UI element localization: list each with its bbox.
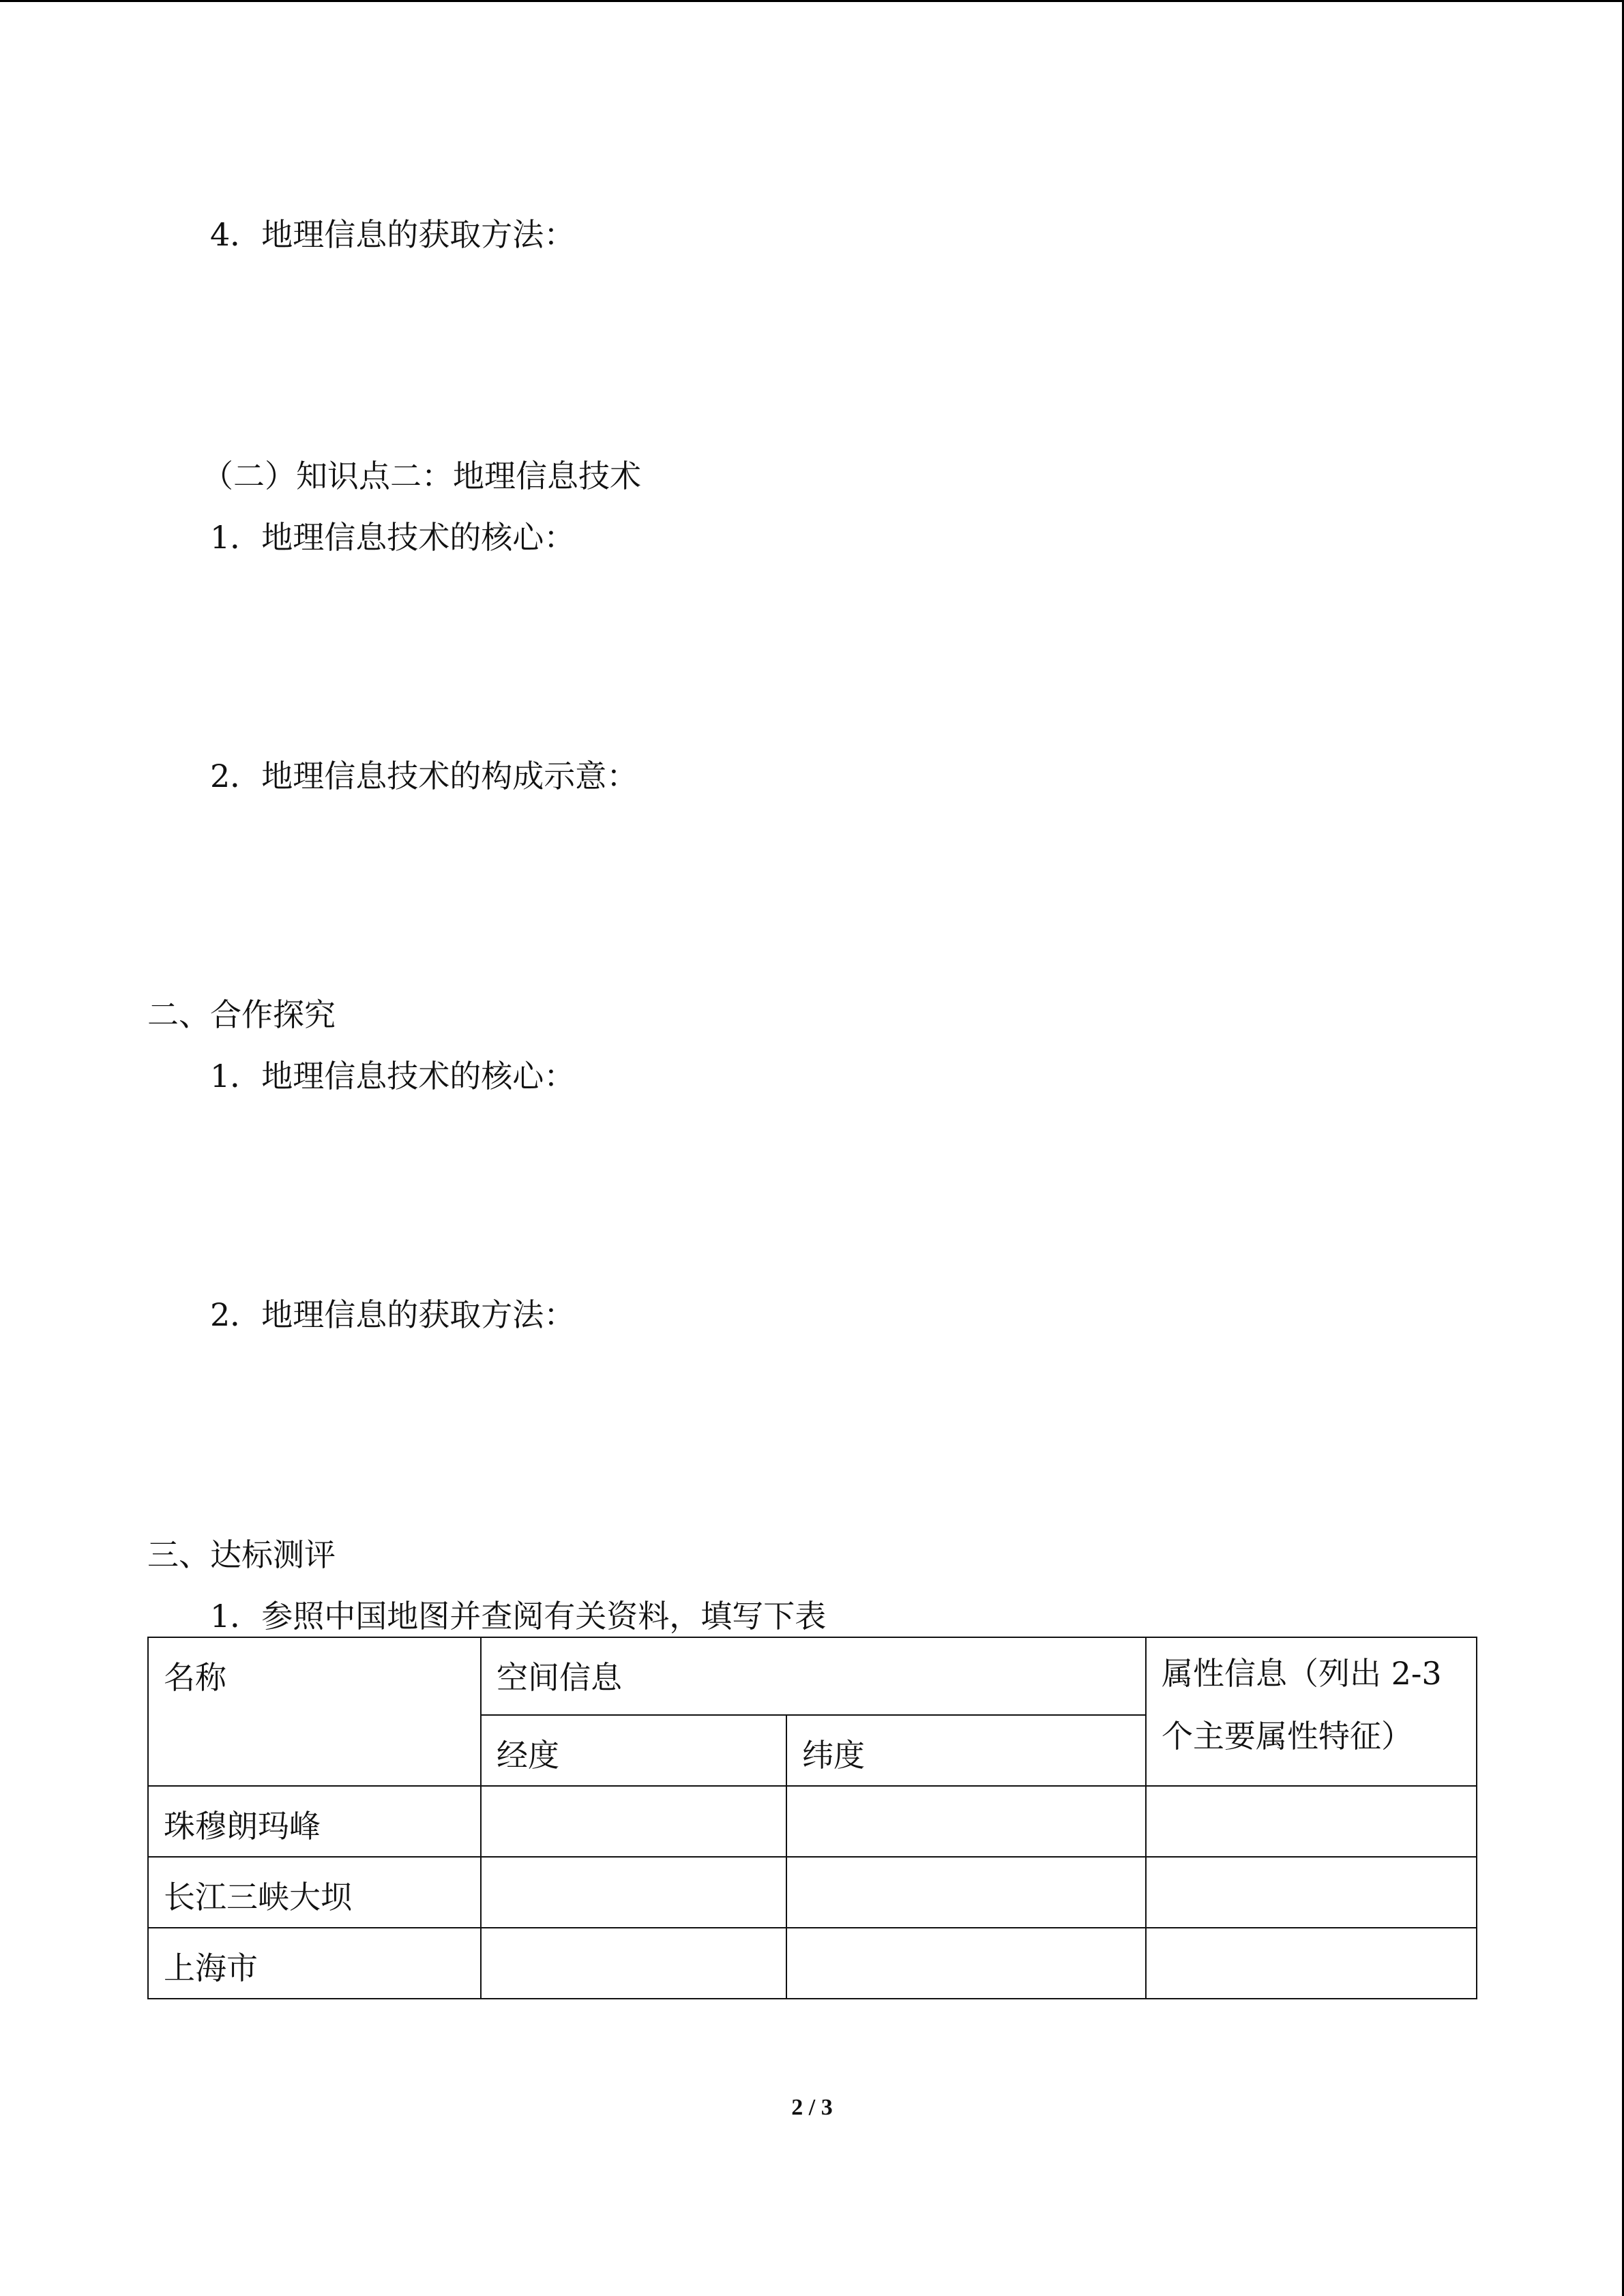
info-table: [147, 1637, 1477, 1999]
header-name: 名称: [148, 1637, 481, 1786]
table-header-row: [148, 1637, 1477, 1715]
table-row: [148, 1928, 1477, 1999]
cell-name: 上海市: [148, 1928, 481, 1999]
header-longitude: 经度: [481, 1715, 786, 1786]
item-acquisition-method: 4．地理信息的获取方法：: [210, 216, 576, 253]
cell-attribute[interactable]: [1146, 1786, 1477, 1857]
page-number: 2 / 3: [791, 2095, 833, 2120]
table-row: [148, 1857, 1477, 1928]
top-border-line: [0, 0, 1624, 2]
item-tech-structure: 2．地理信息技术的构成示意：: [210, 758, 638, 794]
header-spatial: 空间信息: [481, 1637, 1146, 1715]
cell-attribute[interactable]: [1146, 1857, 1477, 1928]
cell-latitude[interactable]: [786, 1857, 1146, 1928]
header-latitude: 纬度: [786, 1715, 1146, 1786]
cell-longitude[interactable]: [481, 1786, 786, 1857]
item-tech-core-2: 1．地理信息技术的核心：: [210, 1058, 576, 1094]
section-knowledge-point-2: （二）知识点二：地理信息技术: [202, 458, 641, 494]
table-row: [148, 1786, 1477, 1857]
cell-longitude[interactable]: [481, 1857, 786, 1928]
header-attribute: 属性信息（列出 2-3 个主要属性特征）: [1146, 1637, 1477, 1786]
cell-name: 长江三峡大坝: [148, 1857, 481, 1928]
heading-assessment: 三、达标测评: [147, 1536, 336, 1573]
item-acquisition-method-2: 2．地理信息的获取方法：: [210, 1296, 576, 1333]
item-tech-core: 1．地理信息技术的核心：: [210, 519, 576, 556]
cell-attribute[interactable]: [1146, 1928, 1477, 1999]
item-fill-table-instruction: 1．参照中国地图并查阅有关资料，填写下表: [210, 1598, 827, 1635]
cell-longitude[interactable]: [481, 1928, 786, 1999]
heading-cooperative-inquiry: 二、合作探究: [147, 996, 336, 1033]
cell-latitude[interactable]: [786, 1928, 1146, 1999]
cell-name: 珠穆朗玛峰: [148, 1786, 481, 1857]
cell-latitude[interactable]: [786, 1786, 1146, 1857]
